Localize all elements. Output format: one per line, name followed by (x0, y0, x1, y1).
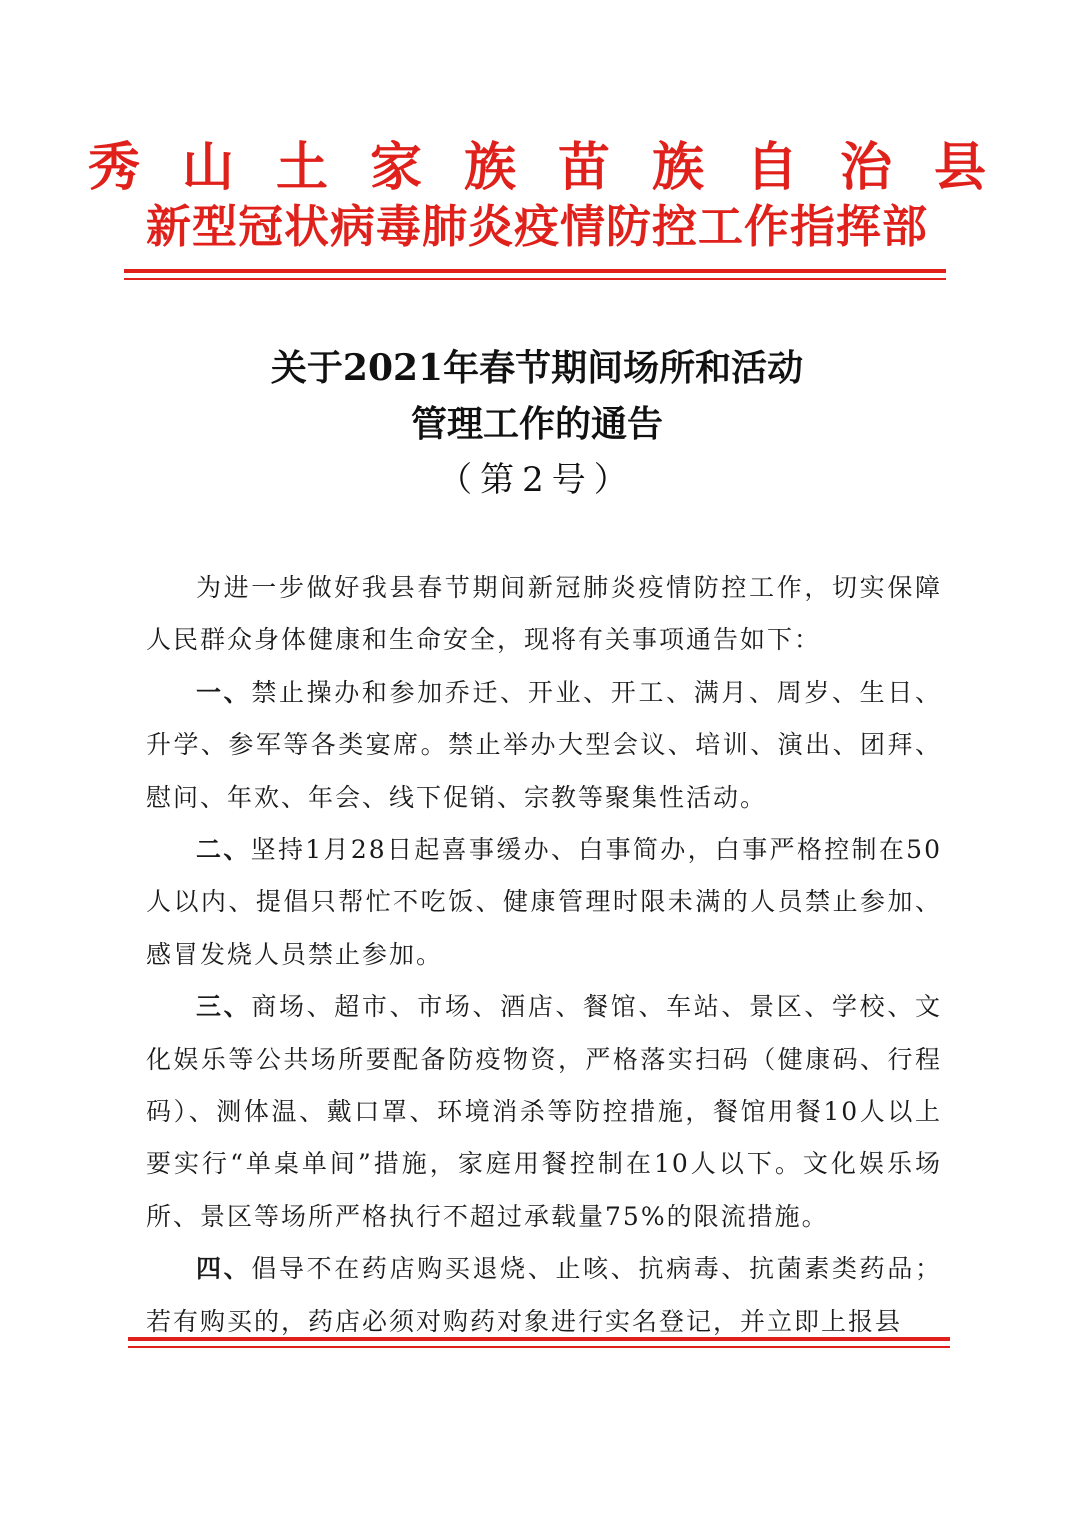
footer-rule-thick (128, 1337, 950, 1341)
paragraph-item-3 (146, 981, 942, 1243)
footer-rule-thin (128, 1346, 950, 1348)
paragraph-item-2 (146, 824, 942, 981)
header-rule-thick (124, 269, 946, 273)
paragraph-lead: 一、 (196, 677, 252, 707)
title-line-1: 关于2021年春节期间场所和活动 (270, 347, 804, 389)
document-body (146, 562, 942, 1348)
header-rule-thin (124, 278, 946, 280)
agency-name-line-1: 秀山土家族苗族自治县 (87, 138, 1028, 198)
paragraph-lead: 四、 (196, 1254, 252, 1284)
paragraph-text: 坚持1月28日起喜事缓办、白事简办，白事严格控制在50人以内、提倡只帮忙不吃饭、健康管理时限未满的人员禁止参加、感冒发烧人员禁止参加。 (146, 835, 942, 969)
paragraph-item-1 (146, 667, 942, 824)
document-number: （第2号） (438, 460, 636, 500)
paragraph-text: 倡导不在药店购买退烧、止咳、抗病毒、抗菌素类药品；若有购买的，药店必须对购药对象进行实名登记，并立即上报县 (146, 1254, 942, 1336)
paragraph-text: 禁止操办和参加乔迁、开业、开工、满月、周岁、生日、升学、参军等各类宴席。禁止举办大型会议、培训、演出、团拜、慰问、年欢、年会、线下促销、宗教等聚集性活动。 (146, 677, 942, 812)
paragraph-lead: 三、 (196, 992, 252, 1022)
agency-name-line-2: 新型冠状病毒肺炎疫情防控工作指挥部 (145, 200, 928, 253)
title-line-2: 管理工作的通告 (410, 403, 663, 445)
paragraph-intro (146, 562, 942, 667)
agency-header (0, 138, 1074, 256)
paragraph-text: 商场、超市、市场、酒店、餐馆、车站、景区、学校、文化娱乐等公共场所要配备防疫物资，严格落实扫码（健康码、行程码）、测体温、戴口罩、环境消杀等防控措施，餐馆用餐10人以上要实行“单桌单间”措施，家庭用餐控制在10人以下。文化娱乐场所、景区等场所严格执行不超过承载量75%的限流措施。 (146, 992, 942, 1231)
document-title (0, 340, 1074, 508)
paragraph-item-4 (146, 1243, 942, 1348)
paragraph-lead: 二、 (196, 835, 251, 865)
paragraph-text: 为进一步做好我县春节期间新冠肺炎疫情防控工作，切实保障人民群众身体健康和生命安全，现将有关事项通告如下： (146, 573, 942, 655)
